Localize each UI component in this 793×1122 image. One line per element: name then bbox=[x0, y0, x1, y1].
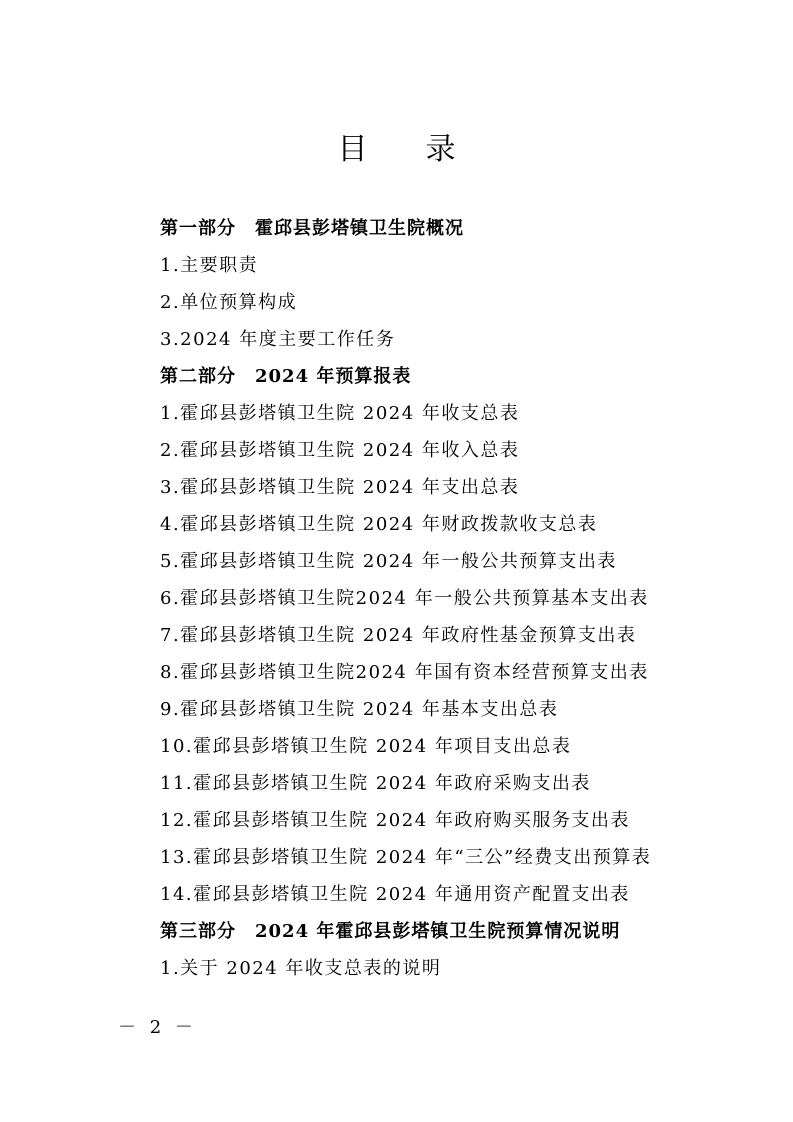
toc-entry: 13.霍邱县彭塔镇卫生院 2024 年“三公”经费支出预算表 bbox=[160, 847, 652, 868]
toc-section-heading: 第三部分 2024 年霍邱县彭塔镇卫生院预算情况说明 bbox=[160, 921, 621, 942]
toc-entry: 1.关于 2024 年收支总表的说明 bbox=[160, 958, 442, 979]
toc-entry: 1.霍邱县彭塔镇卫生院 2024 年收支总表 bbox=[160, 403, 520, 424]
toc-entry: 1.主要职责 bbox=[160, 255, 259, 276]
toc-section-heading: 第二部分 2024 年预算报表 bbox=[160, 366, 412, 387]
toc-entry: 11.霍邱县彭塔镇卫生院 2024 年政府采购支出表 bbox=[160, 773, 591, 794]
toc-entry: 6.霍邱县彭塔镇卫生院2024 年一般公共预算基本支出表 bbox=[160, 588, 649, 609]
toc-entry: 14.霍邱县彭塔镇卫生院 2024 年通用资产配置支出表 bbox=[160, 884, 630, 905]
toc-entry: 2.霍邱县彭塔镇卫生院 2024 年收入总表 bbox=[160, 440, 520, 461]
page-number: － 2 － bbox=[118, 1017, 197, 1038]
toc-entry: 10.霍邱县彭塔镇卫生院 2024 年项目支出总表 bbox=[160, 736, 572, 757]
toc-entry: 5.霍邱县彭塔镇卫生院 2024 年一般公共预算支出表 bbox=[160, 551, 617, 572]
toc-entry: 4.霍邱县彭塔镇卫生院 2024 年财政拨款收支总表 bbox=[160, 514, 598, 535]
toc-entry: 7.霍邱县彭塔镇卫生院 2024 年政府性基金预算支出表 bbox=[160, 625, 637, 646]
toc-entry: 9.霍邱县彭塔镇卫生院 2024 年基本支出总表 bbox=[160, 699, 559, 720]
page-title: 目录 bbox=[337, 132, 514, 167]
toc-entry: 8.霍邱县彭塔镇卫生院2024 年国有资本经营预算支出表 bbox=[160, 662, 649, 683]
toc-entry: 2.单位预算构成 bbox=[160, 292, 298, 313]
table-of-contents bbox=[160, 210, 720, 987]
toc-entry: 3.2024 年度主要工作任务 bbox=[160, 329, 396, 350]
toc-section-heading: 第一部分 霍邱县彭塔镇卫生院概况 bbox=[160, 218, 464, 239]
toc-entry: 3.霍邱县彭塔镇卫生院 2024 年支出总表 bbox=[160, 477, 520, 498]
toc-entry: 12.霍邱县彭塔镇卫生院 2024 年政府购买服务支出表 bbox=[160, 810, 630, 831]
